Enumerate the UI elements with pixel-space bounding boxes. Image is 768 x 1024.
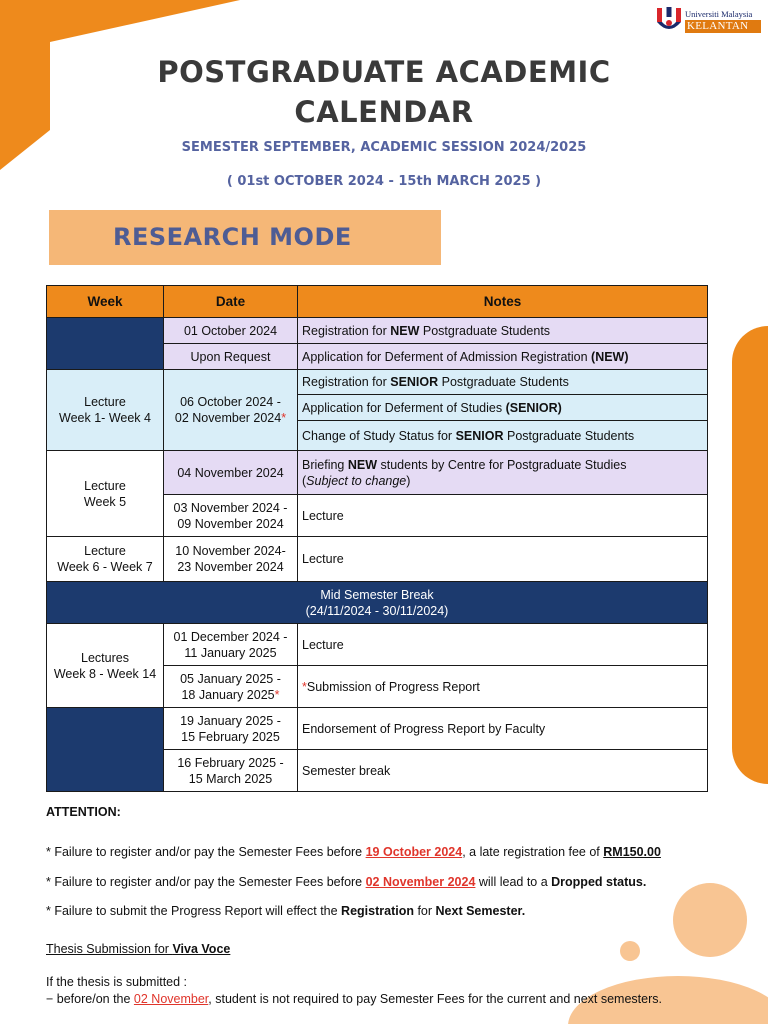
table-row (47, 451, 708, 495)
side-decoration-bar (732, 326, 768, 784)
note-cell: Briefing NEW students by Centre for Postgraduate Studies (Subject to change) (298, 451, 708, 495)
date-cell: 03 November 2024 - 09 November 2024 (164, 495, 298, 537)
note-cell: Lecture (298, 537, 708, 582)
date-cell: 01 October 2024 (164, 318, 298, 344)
logo-line-2: KELANTAN (685, 20, 761, 33)
week-cell: Lecture Week 1- Week 4 (47, 370, 164, 451)
note-cell: Endorsement of Progress Report by Faculty (298, 708, 708, 750)
calendar-table (46, 285, 708, 792)
table-row (47, 318, 708, 344)
thesis-heading: Thesis Submission for Viva Voce (46, 942, 231, 956)
table-row (47, 708, 708, 750)
date-cell: 05 January 2025 - 18 January 2025* (164, 666, 298, 708)
note-cell: Registration for NEW Postgraduate Students (298, 318, 708, 344)
date-cell: 19 January 2025 - 15 February 2025 (164, 708, 298, 750)
header-week: Week (47, 286, 164, 318)
thesis-intro: If the thesis is submitted : (46, 975, 188, 989)
decorative-circle (673, 883, 747, 957)
notice-dropped-status: * Failure to register and/or pay the Semester Fees before 02 November 2024 will lead to a Dropped status. (46, 875, 647, 889)
table-row (47, 624, 708, 666)
corner-decoration-top (50, 0, 240, 42)
mid-semester-break: Mid Semester Break (24/11/2024 - 30/11/2024) (47, 582, 708, 624)
date-cell: 16 February 2025 - 15 March 2025 (164, 750, 298, 792)
notice-late-fee: * Failure to register and/or pay the Semester Fees before 19 October 2024, a late registration fee of RM150.00 (46, 845, 661, 859)
note-cell: Registration for SENIOR Postgraduate Students (298, 370, 708, 395)
university-logo (656, 6, 761, 36)
umk-emblem-icon (656, 6, 682, 36)
title-line-1: POSTGRADUATE ACADEMIC (157, 55, 611, 89)
mode-banner (49, 210, 441, 265)
date-cell: 01 December 2024 - 11 January 2025 (164, 624, 298, 666)
mode-label: RESEARCH MODE (113, 223, 352, 251)
note-cell: Lecture (298, 624, 708, 666)
week-cell: Lecture Week 5 (47, 451, 164, 537)
week-cell-blank (47, 318, 164, 370)
date-range: ( 01st OCTOBER 2024 - 15th MARCH 2025 ) (226, 174, 542, 189)
page-subtitle: SEMESTER SEPTEMBER, ACADEMIC SESSION 2024/2025 (181, 140, 587, 155)
note-cell: Application for Deferment of Admission Registration (NEW) (298, 344, 708, 370)
date-cell: 10 November 2024- 23 November 2024 (164, 537, 298, 582)
title-line-2: CALENDAR (294, 95, 474, 129)
break-row (47, 582, 708, 624)
note-cell: *Submission of Progress Report (298, 666, 708, 708)
date-cell: 06 October 2024 - 02 November 2024* (164, 370, 298, 451)
table-row (47, 537, 708, 582)
notice-progress-report: * Failure to submit the Progress Report will effect the Registration for Next Semester. (46, 904, 526, 918)
week-cell-blank (47, 708, 164, 792)
date-cell: Upon Request (164, 344, 298, 370)
week-cell: Lecture Week 6 - Week 7 (47, 537, 164, 582)
note-cell: Lecture (298, 495, 708, 537)
page-title (0, 52, 768, 132)
header-notes: Notes (298, 286, 708, 318)
date-cell: 04 November 2024 (164, 451, 298, 495)
note-cell: Change of Study Status for SENIOR Postgraduate Students (298, 421, 708, 451)
note-cell: Semester break (298, 750, 708, 792)
week-cell: Lectures Week 8 - Week 14 (47, 624, 164, 708)
header-date: Date (164, 286, 298, 318)
table-row (47, 370, 708, 395)
decorative-dot (620, 941, 640, 961)
note-cell: Application for Deferment of Studies (SENIOR) (298, 395, 708, 421)
thesis-condition: − before/on the 02 November, student is not required to pay Semester Fees for the current and next semesters. (46, 992, 662, 1006)
attention-heading: ATTENTION: (46, 805, 121, 819)
table-header-row (47, 286, 708, 318)
logo-line-1: Universiti Malaysia (685, 9, 753, 19)
